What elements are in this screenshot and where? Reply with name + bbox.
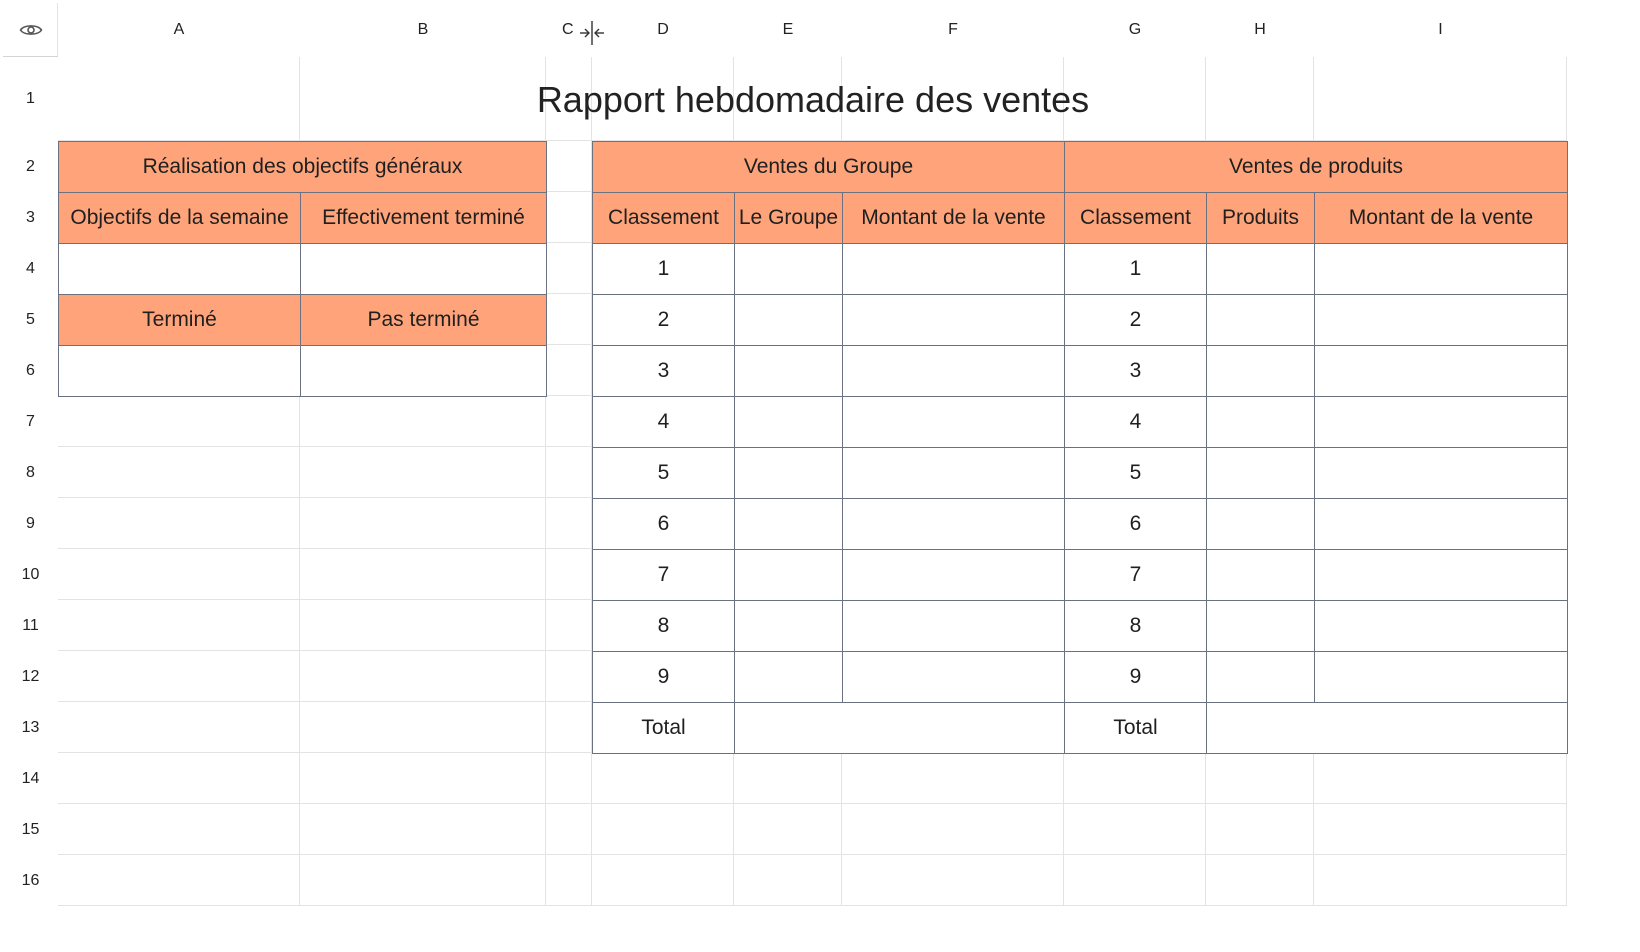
group-name-cell[interactable] — [734, 549, 843, 601]
row-header-6[interactable]: 6 — [3, 345, 58, 396]
group-total-value[interactable] — [734, 702, 1065, 754]
group-name-cell[interactable] — [734, 651, 843, 703]
product-amount-cell[interactable] — [1314, 345, 1568, 397]
product-name-cell[interactable] — [1206, 243, 1315, 295]
product-rank-cell[interactable]: 5 — [1064, 447, 1207, 499]
product-total-label[interactable]: Total — [1064, 702, 1207, 754]
product-name-header[interactable]: Produits — [1206, 192, 1315, 244]
row-header-13[interactable]: 13 — [3, 702, 58, 753]
product-rank-cell[interactable]: 3 — [1064, 345, 1207, 397]
group-amount-header[interactable]: Montant de la vente — [842, 192, 1065, 244]
group-rank-cell[interactable]: 6 — [592, 498, 735, 550]
row-header-5[interactable]: 5 — [3, 294, 58, 345]
row-header-8[interactable]: 8 — [3, 447, 58, 498]
group-rank-cell[interactable]: 1 — [592, 243, 735, 295]
group-rank-cell[interactable]: 5 — [592, 447, 735, 499]
product-amount-cell[interactable] — [1314, 447, 1568, 499]
row-header-9[interactable]: 9 — [3, 498, 58, 549]
product-sales-header[interactable]: Ventes de produits — [1064, 141, 1568, 193]
row-header-15[interactable]: 15 — [3, 804, 58, 855]
group-rank-cell[interactable]: 9 — [592, 651, 735, 703]
column-header-f[interactable]: F — [842, 3, 1064, 57]
actually-done-header[interactable]: Effectivement terminé — [300, 192, 547, 244]
weekly-goals-header[interactable]: Objectifs de la semaine — [58, 192, 301, 244]
group-name-cell[interactable] — [734, 600, 843, 652]
product-name-cell[interactable] — [1206, 396, 1315, 448]
actually-done-cell[interactable] — [300, 243, 547, 295]
column-header-a[interactable]: A — [58, 3, 300, 57]
group-rank-header[interactable]: Classement — [592, 192, 735, 244]
group-name-cell[interactable] — [734, 396, 843, 448]
row-header-3[interactable]: 3 — [3, 192, 58, 243]
group-sales-header[interactable]: Ventes du Groupe — [592, 141, 1065, 193]
group-amount-cell[interactable] — [842, 447, 1065, 499]
not-done-header[interactable]: Pas terminé — [300, 294, 547, 346]
sheet-title[interactable]: Rapport hebdomadaire des ventes — [536, 78, 1090, 120]
product-rank-cell[interactable]: 9 — [1064, 651, 1207, 703]
done-header[interactable]: Terminé — [58, 294, 301, 346]
row-header-7[interactable]: 7 — [3, 396, 58, 447]
row-header-1[interactable]: 1 — [3, 57, 58, 141]
group-amount-cell[interactable] — [842, 243, 1065, 295]
product-rank-cell[interactable]: 1 — [1064, 243, 1207, 295]
product-rank-cell[interactable]: 2 — [1064, 294, 1207, 346]
row-header-14[interactable]: 14 — [3, 753, 58, 804]
column-header-g[interactable]: G — [1064, 3, 1206, 57]
product-rank-cell[interactable]: 6 — [1064, 498, 1207, 550]
product-amount-header[interactable]: Montant de la vente — [1314, 192, 1568, 244]
group-name-cell[interactable] — [734, 447, 843, 499]
column-header-b[interactable]: B — [300, 3, 546, 57]
product-rank-cell[interactable]: 7 — [1064, 549, 1207, 601]
column-header-d[interactable]: D — [592, 3, 734, 57]
group-rank-cell[interactable]: 2 — [592, 294, 735, 346]
product-amount-cell[interactable] — [1314, 498, 1568, 550]
group-name-cell[interactable] — [734, 498, 843, 550]
spreadsheet-frame — [3, 3, 1635, 949]
column-header-h[interactable]: H — [1206, 3, 1314, 57]
product-total-value[interactable] — [1206, 702, 1568, 754]
column-header-e[interactable]: E — [734, 3, 842, 57]
row-header-16[interactable]: 16 — [3, 855, 58, 906]
product-name-cell[interactable] — [1206, 498, 1315, 550]
gridline-horizontal — [3, 803, 1567, 804]
group-rank-cell[interactable]: 8 — [592, 600, 735, 652]
product-rank-cell[interactable]: 8 — [1064, 600, 1207, 652]
product-rank-header[interactable]: Classement — [1064, 192, 1207, 244]
product-amount-cell[interactable] — [1314, 294, 1568, 346]
product-amount-cell[interactable] — [1314, 396, 1568, 448]
product-name-cell[interactable] — [1206, 600, 1315, 652]
product-name-cell[interactable] — [1206, 294, 1315, 346]
row-header-12[interactable]: 12 — [3, 651, 58, 702]
product-name-cell[interactable] — [1206, 651, 1315, 703]
eye-icon — [19, 22, 43, 38]
group-amount-cell[interactable] — [842, 396, 1065, 448]
group-amount-cell[interactable] — [842, 651, 1065, 703]
product-amount-cell[interactable] — [1314, 243, 1568, 295]
row-header-2[interactable]: 2 — [3, 141, 58, 192]
gridline-horizontal — [3, 854, 1567, 855]
row-header-4[interactable]: 4 — [3, 243, 58, 294]
group-rank-cell[interactable]: 7 — [592, 549, 735, 601]
product-name-cell[interactable] — [1206, 345, 1315, 397]
not-done-cell[interactable] — [300, 345, 547, 397]
done-cell[interactable] — [58, 345, 301, 397]
group-name-cell[interactable] — [734, 294, 843, 346]
weekly-goals-cell[interactable] — [58, 243, 301, 295]
objectives-header[interactable]: Réalisation des objectifs généraux — [58, 141, 547, 193]
group-amount-cell[interactable] — [842, 345, 1065, 397]
gridline-horizontal — [3, 905, 1567, 906]
visibility-toggle-button[interactable] — [3, 3, 58, 57]
group-name-cell[interactable] — [734, 345, 843, 397]
column-header-c[interactable]: C — [546, 3, 592, 57]
group-amount-cell[interactable] — [842, 549, 1065, 601]
product-name-cell[interactable] — [1206, 549, 1315, 601]
group-rank-cell[interactable]: 3 — [592, 345, 735, 397]
spreadsheet-grid — [3, 3, 1635, 949]
group-total-label[interactable]: Total — [592, 702, 735, 754]
group-amount-cell[interactable] — [842, 498, 1065, 550]
product-amount-cell[interactable] — [1314, 600, 1568, 652]
group-amount-cell[interactable] — [842, 600, 1065, 652]
row-header-11[interactable]: 11 — [3, 600, 58, 651]
product-name-cell[interactable] — [1206, 447, 1315, 499]
group-amount-cell[interactable] — [842, 294, 1065, 346]
group-name-header[interactable]: Le Groupe — [734, 192, 843, 244]
row-header-10[interactable]: 10 — [3, 549, 58, 600]
product-rank-cell[interactable]: 4 — [1064, 396, 1207, 448]
product-amount-cell[interactable] — [1314, 549, 1568, 601]
column-header-i[interactable]: I — [1314, 3, 1567, 57]
product-amount-cell[interactable] — [1314, 651, 1568, 703]
group-name-cell[interactable] — [734, 243, 843, 295]
group-rank-cell[interactable]: 4 — [592, 396, 735, 448]
